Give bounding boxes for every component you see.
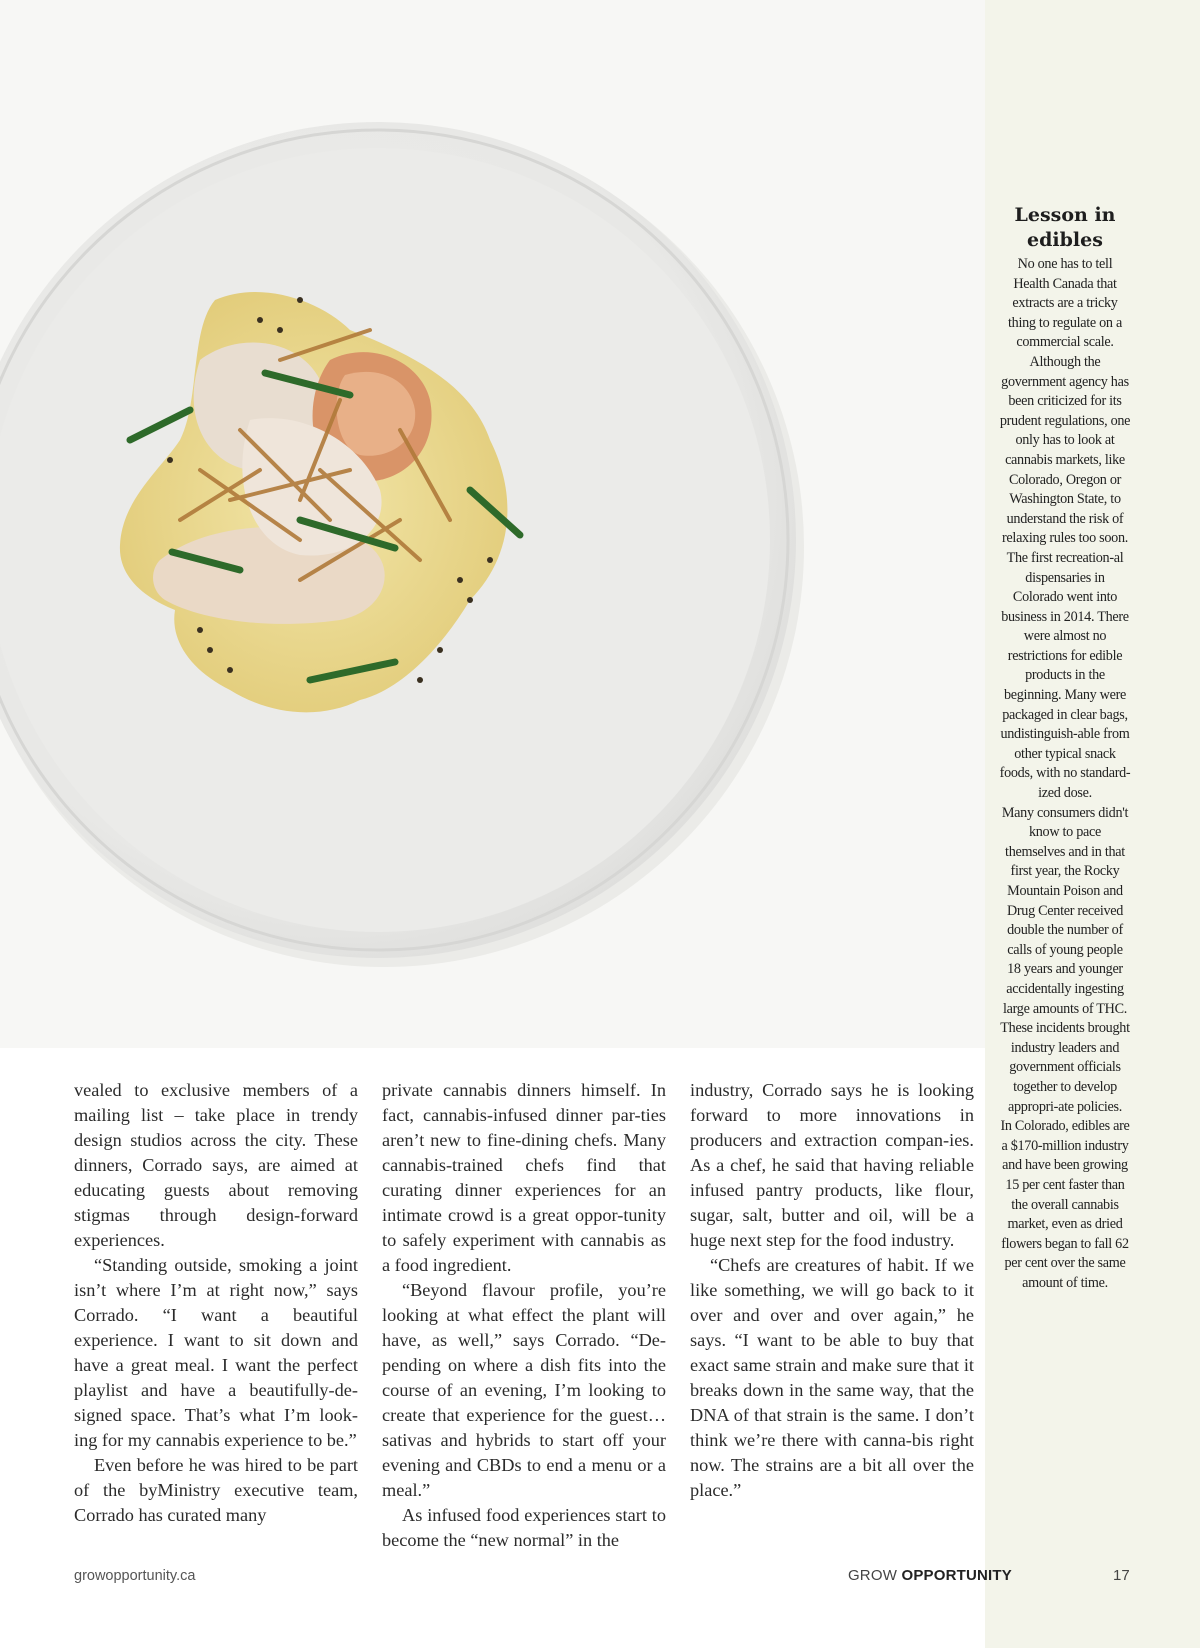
article-column-1 <box>74 1078 358 1528</box>
sidebar-content <box>999 203 1131 1293</box>
sidebar-body <box>999 255 1131 1293</box>
sidebar-paragraph: No one has to tell Health Canada that extracts are a tricky thing to regulate on a commercial scale. Although the government agency has been criticized for its prudent regulations, one only has to look at cannabis markets, like Colorado, Oregon or Washington State, to understand the risk of relaxing rules too soon. <box>999 256 1131 547</box>
sidebar-panel <box>985 0 1200 1648</box>
page-number: 17 <box>1113 1567 1130 1584</box>
article-body <box>74 1078 974 1558</box>
article-paragraph: private cannabis dinners himself. In fact, cannabis-infused dinner par-ties aren’t new to fine-dining chefs. Many cannabis-trained chefs find that curating dinner experiences for an intimate crowd is a great oppor-tunity to safely experiment with cannabis as a food ingredient. <box>382 1080 666 1275</box>
article-column-2 <box>382 1078 666 1553</box>
footer-website: growopportunity.ca <box>74 1568 196 1584</box>
article-paragraph: “Standing outside, smoking a joint isn’t where I’m at right now,” says Corrado. “I want a beautiful experience. I want to sit down and have a great meal. I want the perfect playlist and have a beautifully-de-signed space. That’s what I’m look-ing for my cannabis experience to be.” <box>74 1255 358 1450</box>
article-paragraph: “Beyond flavour profile, you’re looking at what effect the plant will have, as well,” says Corrado. “De-pending on where a dish fits into the course of an evening, I’m looking to create that experience for the guest… sativas and hybrids to start off your evening and CBDs to end a menu or a meal.” <box>382 1280 666 1500</box>
article-paragraph: industry, Corrado says he is looking forward to more innovations in producers and extraction compan-ies. As a chef, he said that having reliable infused pantry products, like flour, sugar, salt, butter and oil, will be a huge next step for the food industry. <box>690 1080 974 1250</box>
footer-brand-light: GROW <box>847 1567 898 1584</box>
footer-brand-bold: OPPORTUNITY <box>901 1567 1012 1584</box>
article-column-3 <box>690 1078 974 1503</box>
article-paragraph: vealed to exclusive members of a mailing list – take place in trendy design studios across the city. These dinners, Corrado says, are aimed at educating guests about removing stigmas through design-forward experiences. <box>74 1080 358 1250</box>
sidebar-paragraph: The first recreation-al dispensaries in Colorado went into business in 2014. There were almost no restrictions for edible products in the beginning. Many were packaged in clear bags, undistinguish-able from other typical snack foods, with no standard-ized dose. <box>999 549 1131 802</box>
article-paragraph: As infused food experiences start to become the “new normal” in the <box>382 1505 666 1550</box>
article-paragraph: Even before he was hired to be part of the byMinistry executive team, Corrado has curated many <box>74 1455 358 1525</box>
sidebar-paragraph: In Colorado, edibles are a $170-million industry and have been growing 15 per cent faster than the overall cannabis market, even as dried flowers began to fall 62 per cent over the same amount of time. <box>1000 1118 1130 1291</box>
sidebar-title: Lesson in edibles <box>1014 204 1116 251</box>
footer-brand <box>848 1567 1012 1584</box>
sidebar-paragraph: Many consumers didn't know to pace themselves and in that first year, the Rocky Mountain Poison and Drug Center received double the number of calls of young people 18 years and younger accidentally ingesting large amounts of THC. These incidents brought industry leaders and government officials together to develop appropri-ate policies. <box>1000 804 1130 1115</box>
article-paragraph: “Chefs are creatures of habit. If we like something, we will go back to it over and over and over again,” he says. “I want to be able to buy that exact same strain and make sure that it breaks down in the same way, that the DNA of that strain is the same. I don’t think we’re there with canna-bis right now. The strains are a bit all over the place.” <box>690 1255 974 1500</box>
